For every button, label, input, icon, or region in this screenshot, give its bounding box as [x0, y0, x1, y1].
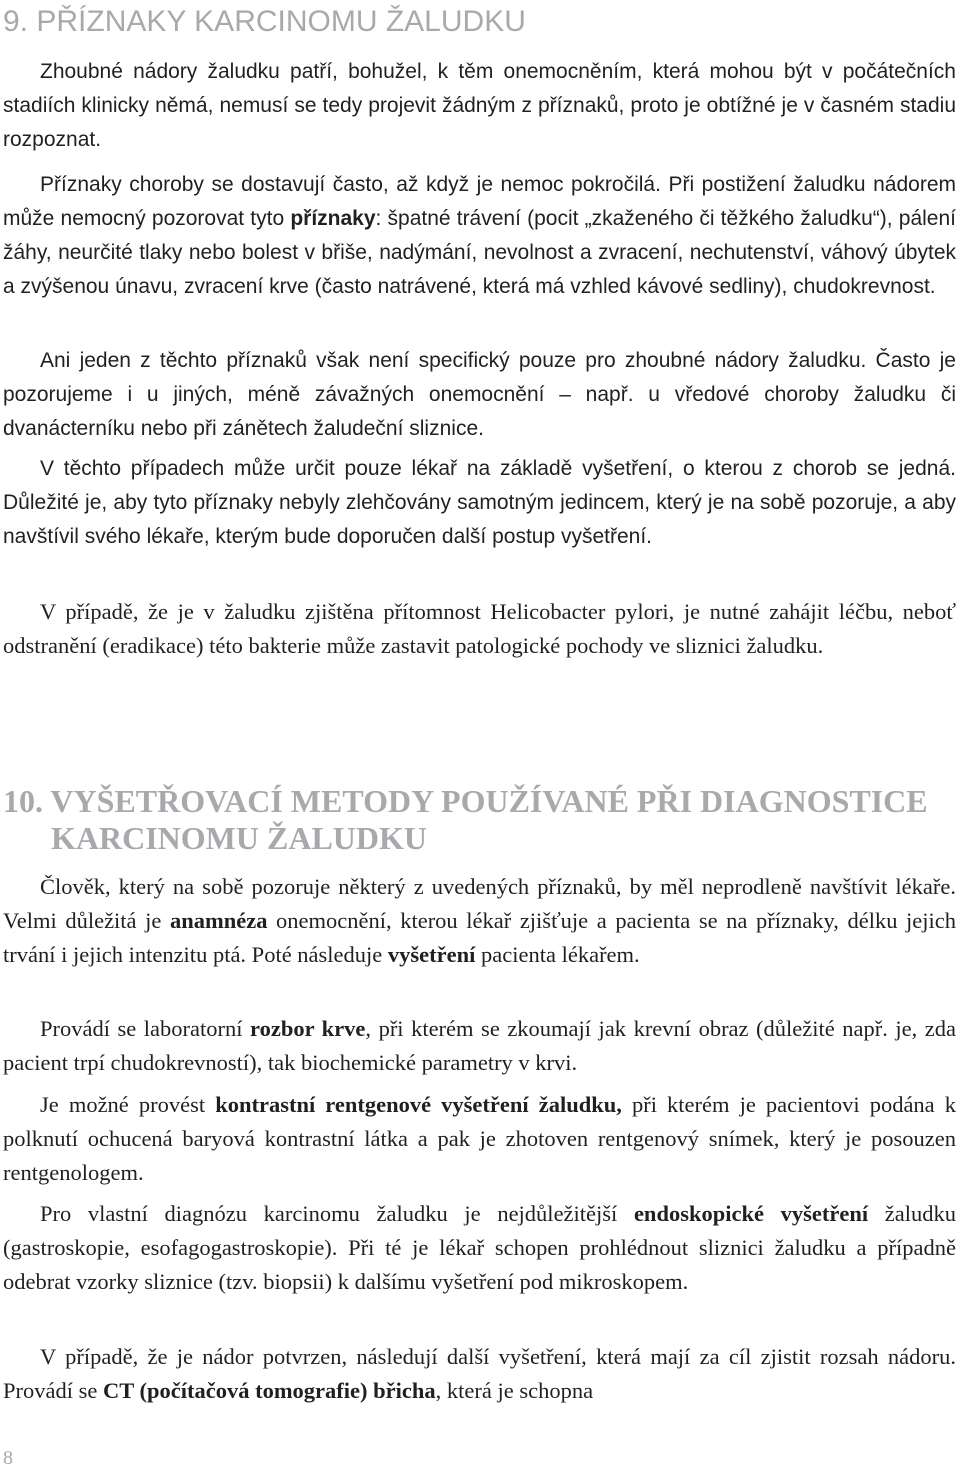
paragraph-text: Člověk, který na sobě pozoruje některý z uvedených příznaků, by měl neprodleně navštívit lékaře. Velmi důležitá je: [3, 874, 956, 933]
section-9-paragraph-4: V těchto případech může určit pouze lékař na základě vyšetření, o kterou z chorob se jedná. Důležité je, aby tyto příznaky nebyly zlehčovány samotným jedincem, který je na sobě pozoruje, a aby navštívil svého lékaře, kterým bude doporučen další postup vyšetření.: [3, 457, 956, 548]
page-number: 8: [3, 1447, 13, 1469]
emphasis-text: CT (počítačová tomografie) břicha: [103, 1378, 436, 1403]
section-9-paragraph-3: Ani jeden z těchto příznaků však není specifický pouze pro zhoubné nádory žaludku. Často je pozorujeme i u jiných, méně závažných onemocnění – např. u vředové choroby žaludku či dvanácterníku nebo při zánětech žaludeční sliznice.: [3, 349, 956, 440]
paragraph-text: Pro vlastní diagnózu karcinomu žaludku je nejdůležitější: [40, 1201, 634, 1226]
emphasis-text: anamnéza: [169, 908, 268, 933]
section-10-heading: [3, 783, 928, 857]
emphasis-text: příznaky: [290, 207, 376, 230]
paragraph-text: Je možné provést: [40, 1092, 216, 1117]
paragraph-text: : špatné trávení (pocit „zkaženého či těžkého žaludku“), pálení žáhy, neurčité tlaky nebo bolest v břiše, nadýmání, nevolnost a zvracení, nechutenství, váhový úbytek a zvýšenou únavu, zvracení krve (často natrávené, která má vzhled kávové sedliny), chudokrevnost.: [3, 207, 956, 298]
paragraph-text: onemocnění, kterou lékař zjišťuje a pacienta se na příznaky, délku jejich trvání i jejich intenzitu ptá. Poté následuje: [3, 908, 957, 967]
heading-line: 10. VYŠETŘOVACÍ METODY POUŽÍVANÉ PŘI DIAGNOSTICE: [3, 783, 928, 819]
paragraph-text: Příznaky choroby se dostavují často, až když je nemoc pokročilá. Při postižení žaludku nádorem může nemocný pozorovat tyto: [3, 173, 956, 230]
paragraph-text: Provádí se laboratorní: [40, 1016, 250, 1041]
heading-line: KARCINOMU ŽALUDKU: [51, 820, 427, 856]
paragraph-text: pacienta lékařem.: [475, 942, 640, 967]
emphasis-text: kontrastní rentgenové vyšetření žaludku,: [215, 1092, 622, 1117]
section-10-paragraph-1: [3, 870, 956, 972]
section-9-heading: 9. PŘÍZNAKY KARCINOMU ŽALUDKU: [3, 5, 526, 38]
emphasis-text: endoskopické vyšetření: [633, 1201, 869, 1226]
section-10-paragraph-3: [3, 1088, 956, 1190]
emphasis-text: rozbor krve: [250, 1016, 366, 1041]
section-9-paragraph-2: [3, 168, 956, 304]
section-9-paragraph-5: V případě, že je v žaludku zjištěna přítomnost Helicobacter pylori, je nutné zahájit léčbu, neboť odstranění (eradikace) této bakterie může zastavit patologické pochody ve sliznici žaludku.: [3, 599, 956, 658]
section-10-paragraph-4: [3, 1197, 956, 1299]
emphasis-text: vyšetření: [387, 942, 476, 967]
paragraph-text: při kterém je pacientovi podána k polknutí ochucená baryová kontrastní látka a pak je zhotoven rentgenový snímek, který je posouzen rentgenologem.: [3, 1092, 956, 1185]
section-10-paragraph-5: [3, 1340, 956, 1408]
paragraph-text: žaludku (gastroskopie, esofagogastroskopie). Při té je lékař schopen prohlédnout sliznici žaludku a případně odebrat vzorky sliznice (tzv. biopsii) k dalšímu vyšetření pod mikroskopem.: [3, 1201, 956, 1294]
section-9-paragraph-1: Zhoubné nádory žaludku patří, bohužel, k těm onemocněním, která mohou být v počátečních stadiích klinicky němá, nemusí se tedy projevit žádným z příznaků, proto je obtížné je v časném stadiu rozpoznat.: [3, 60, 956, 151]
paragraph-text: V případě, že je nádor potvrzen, následují další vyšetření, která mají za cíl zjistit rozsah nádoru. Provádí se: [3, 1344, 956, 1403]
paragraph-text: , při kterém se zkoumají jak krevní obraz (důležité např. je, zda pacient trpí chudokrevností), tak biochemické parametry v krvi.: [3, 1016, 956, 1075]
paragraph-text: , která je schopna: [435, 1378, 594, 1403]
section-10-paragraph-2: [3, 1012, 956, 1080]
